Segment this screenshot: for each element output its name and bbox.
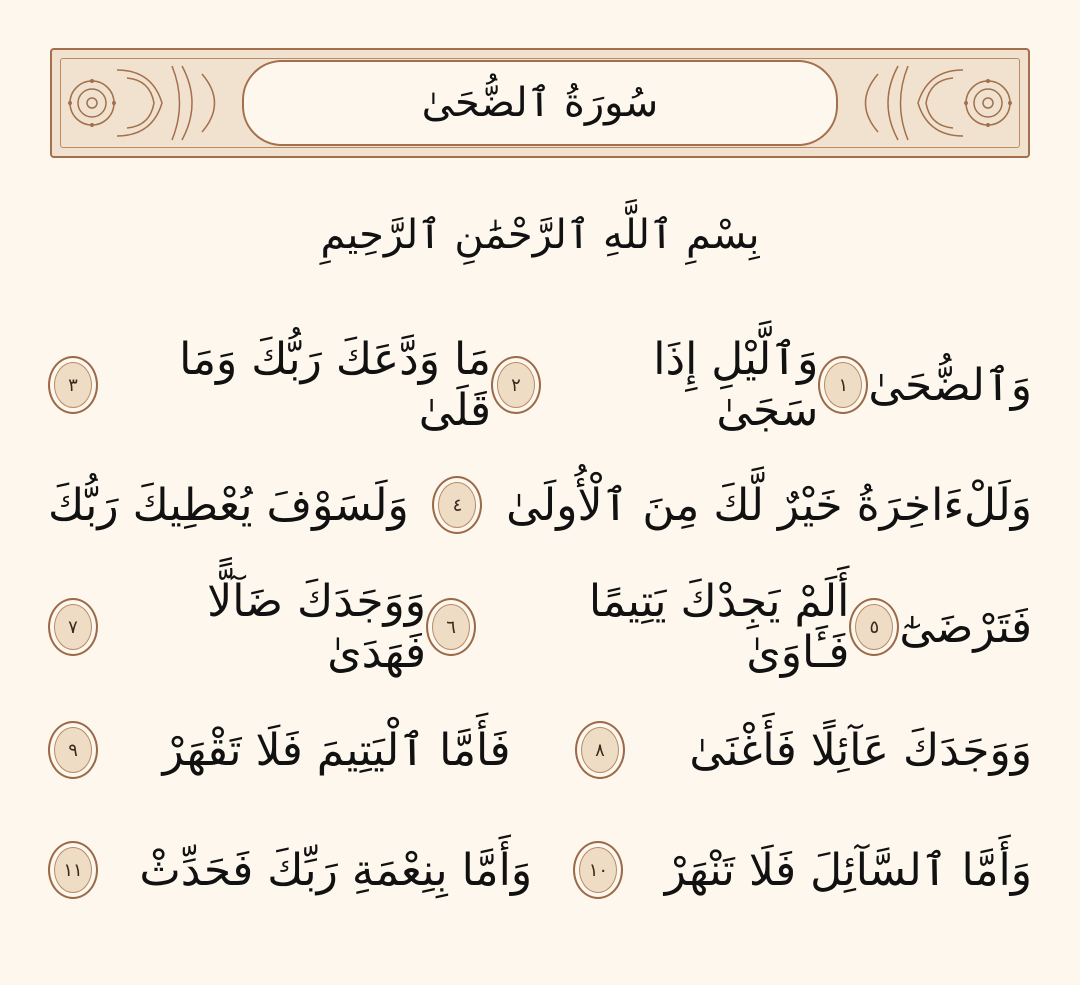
ayah-number-marker: ٤ — [432, 476, 482, 534]
verse-line — [48, 334, 1032, 436]
ayah-number-marker: ٢ — [491, 356, 541, 414]
ayah-number-marker: ٣ — [48, 356, 98, 414]
surah-header-frame — [50, 48, 1030, 158]
ayah-number-marker: ٩ — [48, 721, 98, 779]
title-cartouche — [242, 60, 838, 146]
verse-line — [48, 825, 1032, 915]
verse-text: وَلَلْءَاخِرَةُ خَيْرٌ لَّكَ مِنَ ٱلْأُولَىٰ — [506, 479, 1032, 531]
verse-text: فَأَمَّا ٱلْيَتِيمَ فَلَا تَقْهَرْ — [162, 724, 511, 776]
verse-text: وَأَمَّا بِنِعْمَةِ رَبِّكَ فَحَدِّثْ — [139, 844, 533, 896]
ayah-number-marker: ١ — [818, 356, 868, 414]
ayah-number-marker: ١٠ — [573, 841, 623, 899]
verse-text: فَتَرْضَىٰٓ — [899, 601, 1032, 653]
verse-text: وَٱلضُّحَىٰ — [868, 359, 1032, 411]
verse-text: مَا وَدَّعَكَ رَبُّكَ وَمَا قَلَىٰ — [179, 334, 491, 436]
verse-text: وَٱلَّيْلِ إِذَا سَجَىٰ — [653, 334, 819, 436]
ornament-left-icon — [62, 60, 242, 146]
verse-line — [48, 460, 1032, 550]
verse-line — [48, 705, 1032, 795]
ayah-number-marker: ٨ — [575, 721, 625, 779]
verse-text: وَوَجَدَكَ ضَآلًّا فَهَدَىٰ — [207, 576, 427, 678]
ayah-number-marker: ٦ — [426, 598, 476, 656]
ayah-number-marker: ٧ — [48, 598, 98, 656]
verse-text: أَلَمْ يَجِدْكَ يَتِيمًا فَـَٔاوَىٰ — [588, 576, 850, 678]
verse-text: وَوَجَدَكَ عَآئِلًا فَأَغْنَىٰ — [689, 724, 1032, 776]
surah-title: سُورَةُ ٱلضُّحَىٰ — [421, 80, 659, 126]
verse-line — [48, 576, 1032, 678]
ayah-number-marker: ١١ — [48, 841, 98, 899]
ayah-number-marker: ٥ — [849, 598, 899, 656]
ornament-right-icon — [838, 60, 1018, 146]
verse-text: وَأَمَّا ٱلسَّآئِلَ فَلَا تَنْهَرْ — [664, 844, 1032, 896]
basmala: بِسْمِ ٱللَّهِ ٱلرَّحْمَٰنِ ٱلرَّحِيمِ — [320, 212, 760, 258]
verse-text: وَلَسَوْفَ يُعْطِيكَ رَبُّكَ — [48, 479, 409, 531]
